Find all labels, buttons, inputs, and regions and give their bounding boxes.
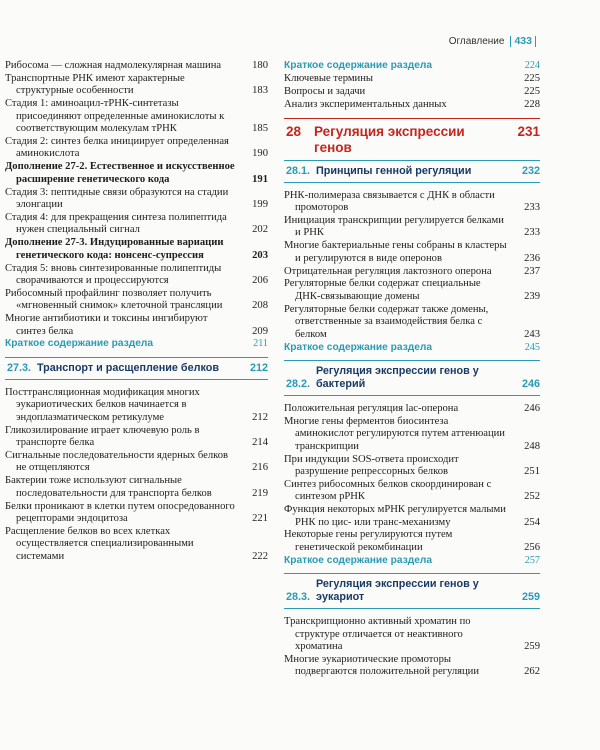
toc-entry-page: 248 — [524, 440, 540, 452]
toc-entry-title: Многие бактериальные гены собраны в кластеры и регулируются в виде оперонов — [284, 240, 507, 264]
toc-entry[interactable] — [284, 99, 540, 111]
toc-entry-title: Белки проникают в клетки путем опосредованного рецепторами эндоцитоза — [5, 500, 235, 524]
toc-entry-title: Ключевые термины — [284, 73, 373, 85]
toc-entry-page: 212 — [252, 411, 268, 423]
toc-entry-page: 183 — [252, 85, 268, 97]
toc-entry[interactable] — [5, 73, 268, 98]
toc-entry-page: 216 — [252, 462, 268, 474]
toc-entry[interactable] — [284, 654, 540, 679]
toc-entry[interactable] — [5, 98, 268, 135]
toc-entry-title: Анализ экспериментальных данных — [284, 99, 447, 111]
toc-entry-page: 259 — [524, 641, 540, 652]
toc-entry-page: 237 — [524, 265, 540, 277]
toc-entry-title: При индукции SOS-ответа происходит разрушение репрессорных белков — [284, 453, 459, 477]
toc-entry-page: 222 — [252, 550, 268, 562]
toc-entry-title: Многие антибиотики и токсины ингибируют синтез белка — [5, 313, 208, 337]
right-column — [284, 60, 540, 679]
toc-entry[interactable] — [5, 288, 268, 313]
toc-entry[interactable] — [284, 304, 540, 341]
toc-entry-page: 219 — [252, 487, 268, 499]
toc-entry-title: Стадия 4: для прекращения синтеза полипептида нужен специальный сигнал — [5, 211, 227, 236]
toc-entry-title: Бактерии тоже используют сигнальные последовательности для транспорта белков — [5, 475, 212, 499]
section-heading-28-1[interactable]: 28.1. Принципы генной регуляции 232 — [284, 160, 540, 183]
toc-entry-page: 256 — [524, 541, 540, 553]
toc-entry-title: Регуляторные белки содержат специальные ДНК-связывающие домены — [284, 278, 481, 302]
toc-entry-page: 199 — [252, 198, 268, 210]
toc-entry-title: Расщепление белков во всех клетках осуществляется специализированными системами — [5, 525, 194, 562]
toc-entry[interactable] — [284, 73, 540, 85]
toc-entry-title: Многие гены ферментов биосинтеза аминокислот регулируются путем аттенюации транскрипции — [284, 415, 505, 452]
toc-entry[interactable] — [284, 403, 540, 415]
toc-entry-title: Дополнение 27-3. Индуцированные вариации генетического кода: нонсенс-супрессия — [5, 237, 224, 261]
toc-entry-title: Транспортные РНК имеют характерные структурные особенности — [5, 72, 185, 97]
toc-entry-title: Рибосомный профайлинг позволяет получить «мгновенный снимок» клеточной трансляции — [5, 287, 223, 312]
toc-entry[interactable] — [5, 450, 268, 475]
header-label: Оглавление — [448, 36, 505, 47]
toc-entry-page: 243 — [524, 328, 540, 340]
section-summary[interactable]: Краткое содержание раздела 245 — [284, 341, 540, 353]
toc-entry-title: Регуляторные белки содержат также домены, ответственные за взаимодействия белка с белком — [284, 303, 489, 340]
toc-entry[interactable] — [284, 278, 540, 303]
toc-entry[interactable] — [5, 425, 268, 450]
toc-entry-page: 251 — [524, 465, 540, 477]
toc-entry-page: 225 — [524, 86, 540, 98]
toc-entry-title: Гликозилирование играет ключевую роль в транспорте белка — [5, 424, 200, 448]
toc-entry[interactable] — [284, 266, 540, 278]
toc-entry-page: 239 — [524, 290, 540, 302]
toc-entry-page: 225 — [524, 73, 540, 85]
toc-entry[interactable] — [284, 479, 540, 504]
section-heading-28-3[interactable]: 28.3. Регуляция экспрессии генов у эукариот 259 — [284, 573, 540, 609]
right-entries-top — [284, 73, 540, 111]
entries-28-1 — [284, 190, 540, 341]
toc-entry[interactable] — [5, 263, 268, 288]
toc-entry-title: Положительная регуляция lac-оперона — [284, 402, 459, 414]
toc-entry-page: 214 — [252, 436, 268, 448]
section-summary[interactable]: Краткое содержание раздела 224 — [284, 60, 540, 71]
left-entries-top — [5, 60, 268, 338]
entries-28-2 — [284, 403, 540, 554]
toc-entry-page: 185 — [252, 123, 268, 135]
entries-28-3 — [284, 616, 540, 679]
toc-entry-title: РНК-полимераза связывается с ДНК в области промоторов — [284, 189, 495, 214]
left-column — [5, 60, 268, 564]
toc-entry-title: Некоторые гены регулируются путем генетической рекомбинации — [284, 529, 453, 553]
toc-entry[interactable] — [284, 215, 540, 240]
toc-entry-title: Рибосома — сложная надмолекулярная машина — [5, 60, 222, 71]
toc-entry-page: 180 — [252, 60, 268, 71]
toc-entry[interactable] — [5, 501, 268, 526]
toc-entry-title: Многие эукариотические промоторы подвергаются положительной регуляции — [284, 653, 480, 678]
toc-entry[interactable] — [284, 454, 540, 479]
toc-entry-page: 208 — [252, 300, 268, 312]
toc-entry-page: 190 — [252, 148, 268, 160]
toc-entry-title: Транскрипционно активный хроматин по структуре отличается от неактивного хроматина — [284, 616, 471, 652]
toc-entry-title: Вопросы и задачи — [284, 86, 366, 98]
toc-entry-title: Посттрансляционная модификация многих эукариотических белков начинается в эндоплазматическом ретикулуме — [5, 386, 200, 423]
toc-entry[interactable] — [5, 387, 268, 424]
toc-entry[interactable] — [5, 161, 268, 186]
section-heading-27-3[interactable]: 27.3. Транспорт и расщепление белков 212 — [5, 357, 268, 380]
toc-entry-title: Дополнение 27-2. Естественное и искусственное расширение генетического кода — [5, 161, 235, 185]
toc-entry-page: 228 — [524, 99, 540, 111]
section-summary[interactable]: Краткое содержание раздела 257 — [284, 554, 540, 566]
header-page-number: 433 — [510, 36, 536, 47]
toc-entry[interactable] — [284, 190, 540, 215]
toc-entry[interactable] — [284, 86, 540, 98]
toc-entry[interactable] — [284, 504, 540, 529]
toc-entry[interactable] — [284, 616, 540, 653]
toc-entry[interactable] — [5, 212, 268, 237]
toc-entry-title: Функция некоторых мРНК регулируется малыми РНК по цис- или транс-механизму — [284, 504, 506, 528]
toc-entry-title: Стадия 1: аминоацил-тРНК-синтетазы присоединяют определенные аминокислоты к соответствующим молекулам тРНК — [5, 98, 225, 135]
toc-entry[interactable] — [5, 237, 268, 262]
toc-entry-page: 252 — [524, 491, 540, 503]
left-entries-bottom — [5, 387, 268, 563]
toc-entry-page: 221 — [252, 512, 268, 524]
toc-entry-page: 209 — [252, 325, 268, 337]
toc-entry-page: 203 — [252, 249, 268, 261]
toc-entry[interactable] — [5, 187, 268, 212]
toc-entry-page: 246 — [524, 402, 540, 414]
toc-entry[interactable] — [5, 313, 268, 338]
toc-entry[interactable] — [284, 240, 540, 265]
toc-entry-page: 191 — [252, 173, 268, 185]
toc-entry-title: Сигнальные последовательности ядерных белков не отщепляются — [5, 449, 229, 474]
toc-entry[interactable] — [284, 529, 540, 554]
toc-entry-title: Инициация транскрипции регулируется белками и РНК — [284, 214, 504, 239]
toc-entry[interactable] — [5, 60, 268, 72]
toc-entry[interactable] — [284, 416, 540, 453]
toc-entry[interactable] — [5, 136, 268, 161]
toc-entry-title: Стадия 3: пептидные связи образуются на стадии элонгации — [5, 186, 229, 210]
toc-entry-page: 202 — [252, 224, 268, 236]
toc-entry-title: Стадия 2: синтез белка инициирует определенная аминокислота — [5, 135, 229, 160]
toc-entry[interactable] — [5, 475, 268, 500]
page-header — [449, 36, 536, 47]
toc-entry-page: 254 — [524, 516, 540, 528]
toc-entry-page: 233 — [524, 227, 540, 239]
toc-entry-title: Отрицательная регуляция лактозного оперона — [284, 265, 492, 277]
toc-entry-page: 233 — [524, 202, 540, 214]
toc-entry-title: Синтез рибосомных белков скоординирован с синтезом рРНК — [284, 478, 492, 503]
toc-entry-page: 262 — [524, 666, 540, 678]
toc-entry[interactable] — [5, 526, 268, 563]
chapter-heading-28[interactable]: 28 Регуляция экспрессии генов 231 — [284, 118, 540, 156]
toc-entry-title: Стадия 5: вновь синтезированные полипептиды сворачиваются и процессируются — [5, 262, 222, 286]
toc-entry-page: 206 — [252, 274, 268, 286]
section-heading-28-2[interactable]: 28.2. Регуляция экспрессии генов у бактерий 246 — [284, 360, 540, 396]
section-summary[interactable]: Краткое содержание раздела 211 — [5, 338, 268, 350]
toc-entry-page: 236 — [524, 252, 540, 264]
